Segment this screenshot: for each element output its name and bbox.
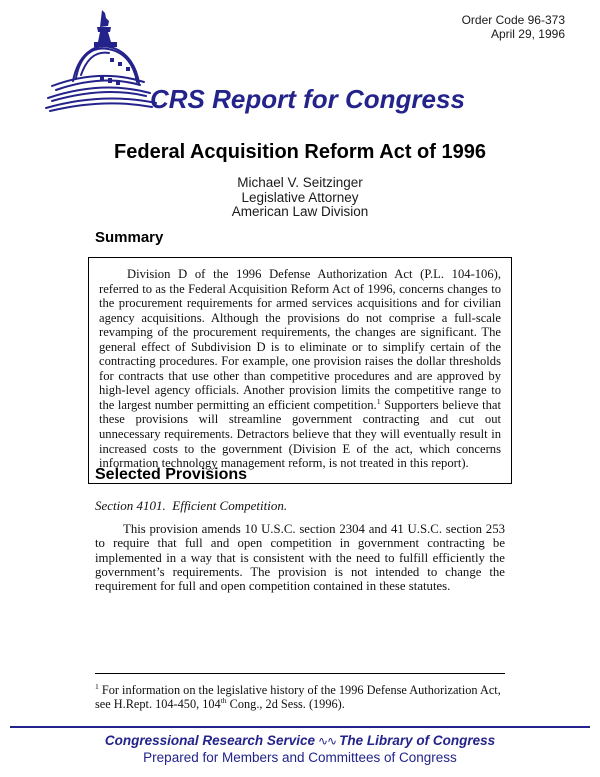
summary-box <box>88 257 512 484</box>
report-date: April 29, 1996 <box>490 27 565 41</box>
selected-provisions-heading: Selected Provisions <box>95 466 248 483</box>
summary-paragraph <box>99 267 501 471</box>
brand-wordmark: CRS Report for Congress <box>150 84 465 114</box>
summary-text-part1: Division D of the 1996 Defense Authorization Act (P.L. 104-106), referred to as the Federal Acquisition Reform Act of 1996, concerns changes to the procurement requirements for armed services acquisitions and for civilian agency acquisitions. Although the provisions do not comprise a full-scale revamping of the procurement requirements, the changes are significant. The general effect of Subdivision D is to eliminate or to simplify certain of the contracting procedures. For example, one provision raises the dollar thresholds for contracts that use other than competitive procedures and are approved by high-level agency officials. Another provision limits the competitive range to the largest number permitting an efficient competition. <box>99 267 501 412</box>
author-block <box>0 176 600 220</box>
order-code: Order Code 96-373 <box>461 13 565 27</box>
footer-prepared-line: Prepared for Members and Committees of Congress <box>143 750 457 765</box>
subsection-heading: Section 4101. Efficient Competition. <box>95 498 288 513</box>
order-code-block <box>462 13 565 41</box>
page-title: Federal Acquisition Reform Act of 1996 <box>114 141 486 163</box>
capitol-dome-icon <box>42 6 162 114</box>
footer-service-line <box>0 733 600 748</box>
author-role: Legislative Attorney <box>241 189 359 205</box>
footnote-text-part1: For information on the legislative history of the 1996 Defense Authorization Act, see H.Rept. 104-450, 104 <box>95 683 501 711</box>
footer-rule <box>10 726 590 728</box>
summary-text-part2: Supporters believe that these provisions will streamline government contracting and cut out unnecessary requirements. Detractors believe that they will eventually result in increased costs to the government (Division E of the act, which concerns information technology management reform, is not treated in this report). <box>99 397 501 471</box>
author-division: American Law Division <box>231 204 369 219</box>
wave-ornament-icon: ∿∿ <box>317 734 337 748</box>
author-name: Michael V. Seitzinger <box>237 175 363 190</box>
footnote-ordinal: th <box>220 695 227 705</box>
footnote-text-part2: Cong., 2d Sess. (1996). <box>226 697 345 711</box>
body-paragraph: This provision amends 10 U.S.C. section 2304 and 41 U.S.C. section 253 to require that full and open competition in government contracting be implemented in a way that is consistent with the need to fulfill efficiently the government’s requirements. The provision is not intended to change the requirement for full and open competition contained in these statutes. <box>95 522 505 594</box>
footer-library-name: The Library of Congress <box>339 733 496 748</box>
summary-heading: Summary <box>95 229 164 246</box>
footnote-separator <box>95 673 505 674</box>
footnote <box>95 683 505 711</box>
footer-service-name: Congressional Research Service <box>104 733 315 748</box>
footnote-marker: 1 <box>95 681 99 691</box>
footnote-reference: 1 <box>376 396 381 406</box>
